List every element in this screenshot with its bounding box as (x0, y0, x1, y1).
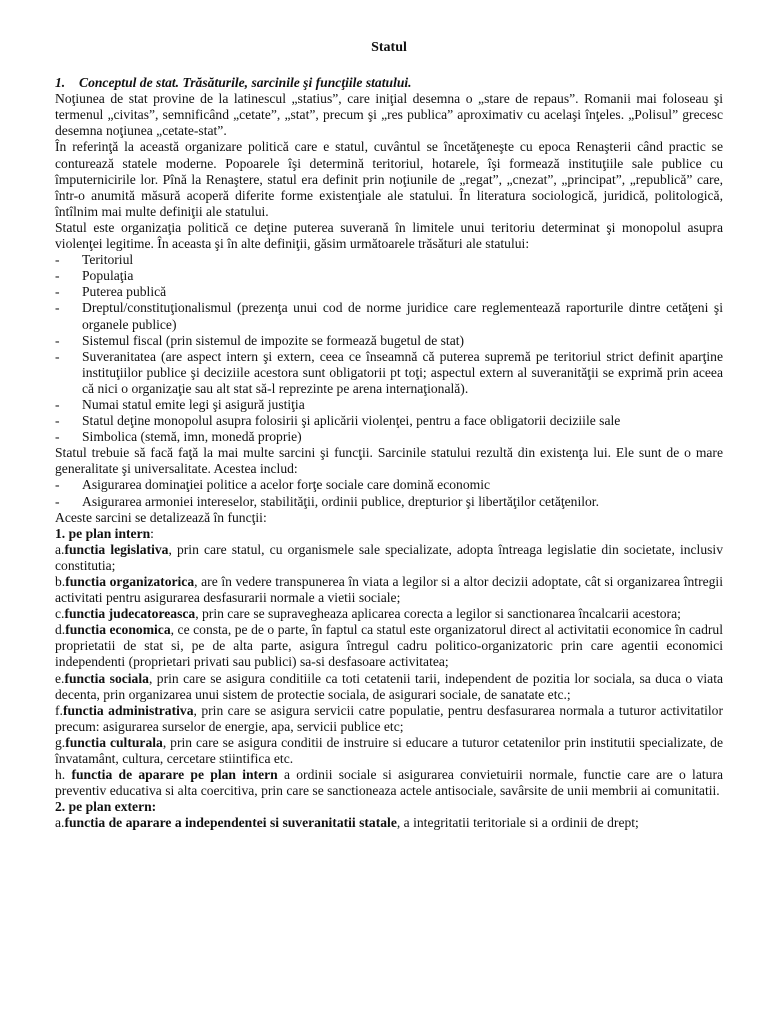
section-heading-text: Conceptul de stat. Trăsăturile, sarcinile şi funcţiile statului. (79, 75, 412, 91)
traits-list (55, 252, 723, 445)
function-name: functia judecatoreasca (64, 606, 196, 622)
section-heading-number: 1. (55, 75, 66, 91)
item-letter: d. (55, 622, 66, 638)
item-letter: c. (55, 606, 65, 622)
function-name: functia legislativa (64, 541, 169, 557)
function-name: functia administrativa (62, 702, 194, 718)
paragraph: Noţiunea de stat provine de la latinescul „statius”, care iniţial desemna o „stare de repaus”. Romanii mai foloseau şi termenul „civitas”, semnificând „cetate”, „stat”, precum şi „res publica” aproximativ cu acelaşi înţeles. „Polisul” grecesc desemna noţiunea „cetate-stat”. (55, 91, 723, 139)
functions-intro: Aceste sarcini se detalizează în funcţii: (55, 509, 267, 525)
function-item (55, 767, 723, 799)
list-item: - Statul deţine monopolul asupra folosirii şi aplicării violenţei, pentru a face obligatorii deciziile sale (55, 413, 723, 429)
item-letter: h. (55, 767, 66, 783)
list-item: - Teritoriul (55, 252, 723, 268)
paragraph: În referinţă la această organizare politică care e statul, cuvântul se încetăţeneşte cu epoca Renaşterii când practic se conturează statele moderne. Popoarele îşi determină teritoriul, hotarele, îşi formează instituţiile sale publice cu împuternicirile lor. Pînă la Renaştere, statul era definit prin noţiunile de „regat”, „cnezat”, „principat”, „republică” care, într-o anumită măsură acoperă diferite forme existenţiale ale statului. În literatura sociologică, juridică, politologică, întîlnim mai multe definiţii ale statului. (55, 139, 723, 219)
item-letter: f. (55, 702, 63, 718)
function-item (55, 622, 723, 670)
list-item: - Asigurarea armoniei intereselor, stabilităţii, ordinii publice, drepturior şi libertăţilor cetăţenilor. (55, 494, 723, 510)
function-text: , prin care se asigura servicii catre populatie, pentru desfasurarea normala a tuturor activitatilor precum: asigurarea surselor de energie, apa, servicii publice etc; (55, 702, 723, 734)
function-name: functia de aparare a independentei si suveranitatii statale (64, 815, 397, 831)
item-letter: b. (55, 574, 66, 589)
function-item (55, 815, 723, 831)
list-item: - Asigurarea dominaţiei politice a acelor forţe sociale care domină economic (55, 477, 723, 493)
internal-heading-suffix: : (150, 525, 154, 541)
item-letter: a. (55, 815, 65, 831)
list-item: - Puterea publică (55, 284, 723, 300)
tasks-intro: Statul trebuie să facă faţă la mai multe sarcini şi funcţii. Sarcinile statului rezultă din existenţa lui. Ele sunt de o mare generalitate şi universalitate. Acestea includ: (55, 445, 723, 477)
function-item (55, 606, 723, 622)
function-name: functia de aparare pe plan intern (71, 767, 278, 783)
list-item: - Populaţia (55, 268, 723, 284)
list-item: - Sistemul fiscal (prin sistemul de impozite se formează bugetul de stat) (55, 333, 723, 349)
external-heading: 2. pe plan extern: (55, 799, 157, 815)
tasks-list (55, 477, 723, 509)
function-item (55, 703, 723, 735)
function-item (55, 574, 723, 606)
function-item (55, 542, 723, 574)
function-text: , prin care se asigura conditii de instruire si educare a tuturor cetatenilor prin institutii specializate, de învatamânt, cultura, cercetare stiintifica etc. (55, 734, 723, 767)
function-text: , ce consta, pe de o parte, în faptul ca statul este organizatorul direct al activitatii economice în cadrul proprietatii de stat si, pe de alta parte, asigura întregul cadru politico-organizatoric prin care agentii economici independenti (proprietari privati sau publici) sa-si desfasoare activitatea; (55, 622, 723, 670)
list-item: - Simbolica (stemă, imn, monedă proprie) (55, 429, 723, 445)
section-heading (55, 75, 723, 91)
paragraph: Statul este organizaţia politică ce deţine puterea suverană în limitele unui teritoriu determinat şi monopolul asupra violenţei legitime. În aceasta şi în alte definiţii, găsim următoarele trăsături ale statului: (55, 219, 723, 252)
list-item: - Dreptul/constituţionalismul (prezenţa unui cod de norme juridice care reglementează raporturile dintre cetăţeni şi organele publice) (55, 300, 723, 332)
list-item: - Suveranitatea (are aspect intern şi extern, ceea ce înseamnă că puterea supremă pe teritoriul strict definit aparţine instituţiilor publice şi deciziile acestora sunt obligatorii pt toţi; aspectul extern al suveranităţii se exprimă prin aceea că nici o organizaţie sau alt stat să-l reprezinte pe arena internaţională). (55, 349, 723, 397)
item-letter: g. (55, 734, 66, 750)
function-name: functia culturala (65, 734, 163, 750)
item-letter: a. (55, 541, 65, 557)
function-text: , are în vedere transpunerea în viata a legilor si a altor decizii adoptate, cât si organizarea întregii activitati pentru asigurarea desfasurarii normale a vietii sociale; (55, 574, 723, 606)
internal-heading-label: 1. pe plan intern (55, 525, 151, 541)
function-name: functia organizatorica (65, 574, 195, 589)
function-text: , prin care se asigura conditiile ca toti cetatenii tarii, independent de pozitia lor sociala, sa duca o viata decenta, prin organizarea unui sistem de protectie sociala, de asigurari sociale, de sanatate etc.; (55, 670, 723, 702)
internal-heading (55, 526, 723, 542)
list-item: - Numai statul emite legi şi asigură justiţia (55, 397, 723, 413)
function-text: a ordinii sociale si asigurarea convietuirii normale, functie care are o latura preventiv educativa si alta coercitiva, prin care se sanctioneaza actele antisociale, savârsite de unii membrii ai comunitatii. (55, 767, 723, 799)
function-name: functia sociala (64, 670, 149, 686)
function-text: , prin care statul, cu organismele sale specializate, adopta întreaga legislatie din societate, inclusiv constitutia; (55, 541, 723, 573)
function-item (55, 735, 723, 767)
function-item (55, 671, 723, 703)
document-title: Statul (371, 40, 407, 55)
function-text: , a integritatii teritoriale si a ordinii de drept; (396, 815, 639, 831)
function-text: , prin care se supravegheaza aplicarea corecta a legilor si sanctionarea încalcarii acestora; (195, 606, 681, 622)
document-page (55, 40, 723, 832)
function-name: functia economica (65, 622, 171, 638)
item-letter: e. (55, 670, 65, 686)
